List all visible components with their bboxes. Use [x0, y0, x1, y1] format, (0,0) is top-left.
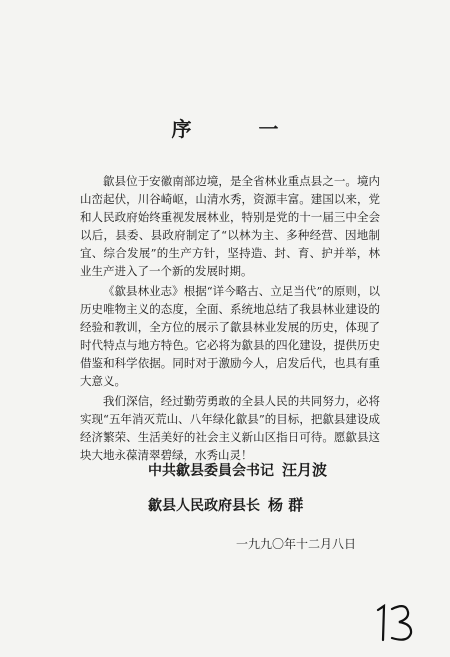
signature-county-head [148, 494, 303, 515]
paragraph-2: 《歙县林业志》根据“详今略古、立足当代”的原则，以历史唯物主义的态度，全面、系统地总结了我县林业建设的经验和教训，全方位的展示了歙县林业发展的历史，体现了时代特点与地方特色。它必将为歙县的四化建设，提供历史借鉴和科学依据。同时对于激励今人，启发后代，也具有重大意义。 [80, 284, 380, 388]
signature-name: 汪月波 [282, 461, 328, 479]
page-title: 序 一 [171, 117, 309, 141]
signature-party-secretary [148, 459, 327, 480]
signing-date: 一九九〇年十二月八日 [236, 537, 357, 551]
signature-name: 杨 群 [268, 496, 304, 514]
signature-title: 中共歙县委員会书记 [148, 463, 274, 479]
handwritten-page-number [372, 600, 422, 644]
signature-title: 歙县人民政府县长 [148, 498, 260, 514]
preface-body [80, 172, 380, 466]
paragraph-3: 我们深信，经过勤劳勇敢的全县人民的共同努力，必将实现“五年消灭荒山、八年绿化歙县”的目标，把歙县建设成经济繁荣、生活美好的社会主义新山区指日可待。愿歙县这块大地永葆清翠碧绿，水秀山灵！ [80, 394, 380, 462]
paragraph-1: 歙县位于安徽南部边境，是全省林业重点县之一。境内山峦起伏，川谷崎岖，山清水秀，资源丰富。建国以来，党和人民政府始终重视发展林业，特别是党的十一届三中全会以后，县委、县政府制定了“以林为主、多种经营、因地制宜、综合发展”的生产方针，坚持造、封、育、护并举，林业生产进入了一个新的发展时期。 [80, 174, 380, 278]
